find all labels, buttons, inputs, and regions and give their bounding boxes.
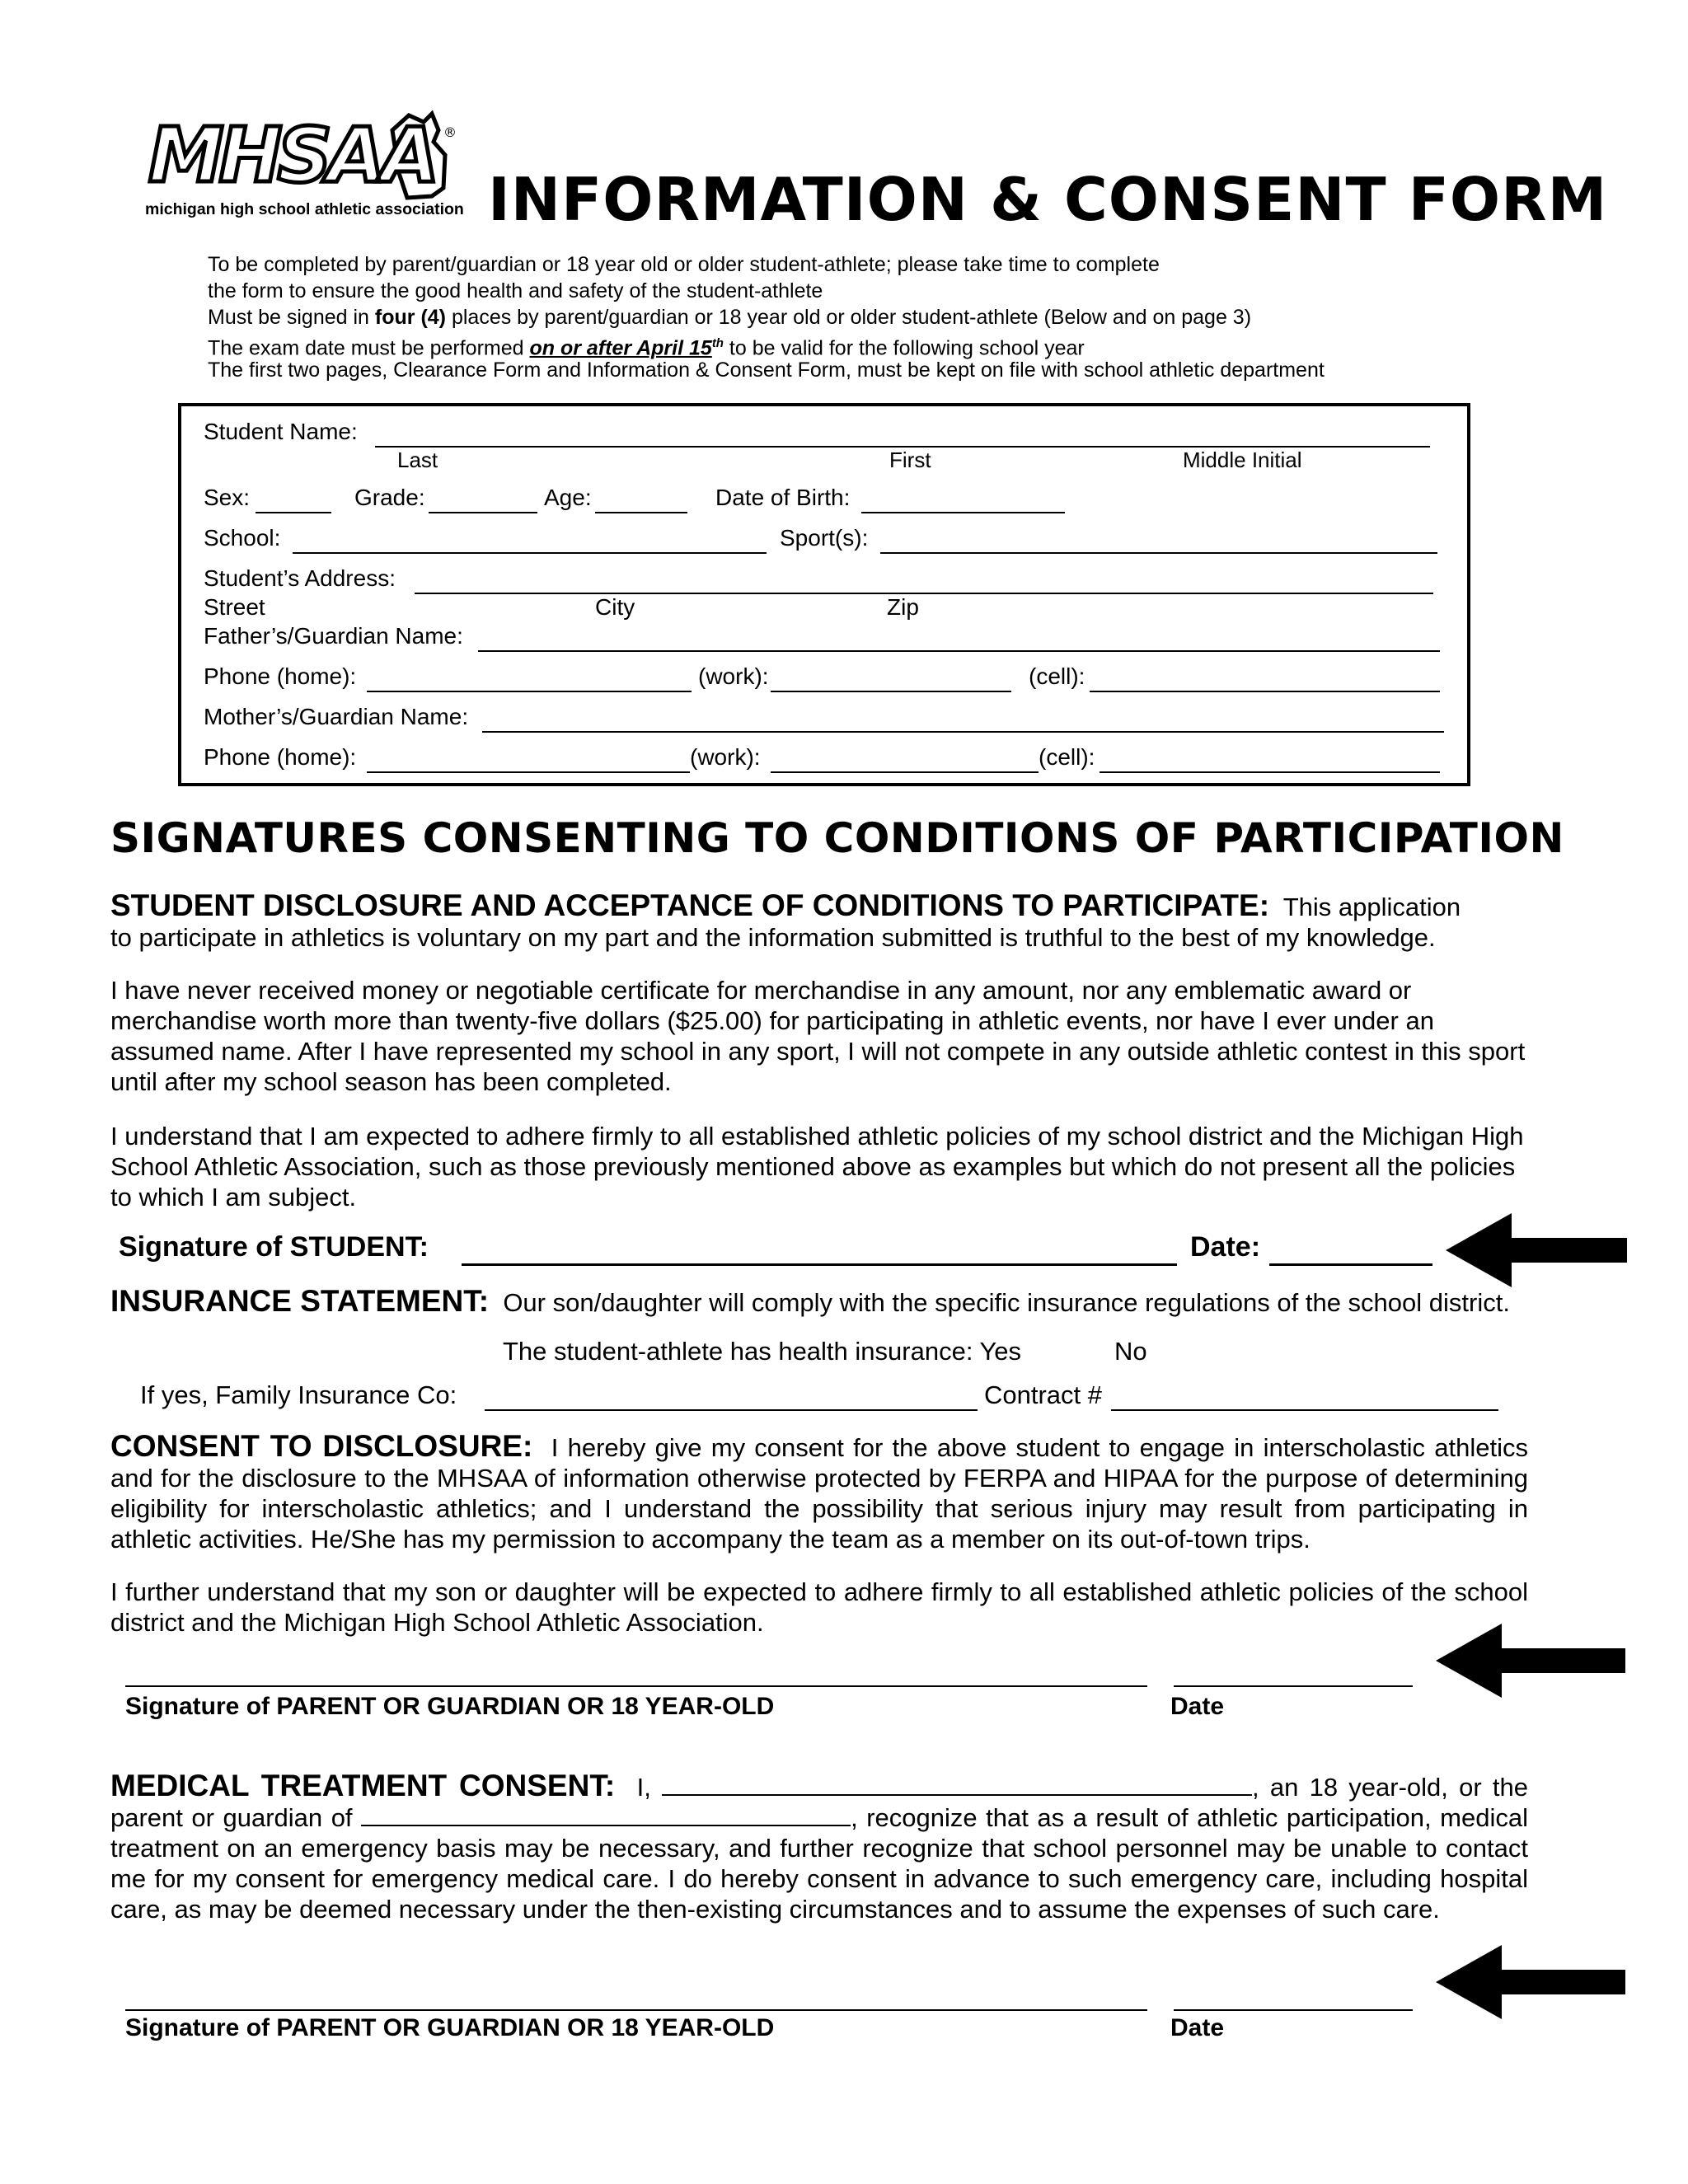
parent-signature-field-2[interactable] — [125, 2009, 1147, 2011]
address-field[interactable] — [415, 593, 1433, 594]
sign-here-arrow-icon — [1436, 1624, 1625, 1698]
sports-label: Sport(s): — [780, 525, 869, 551]
father-cell-label: (cell): — [1029, 663, 1085, 689]
father-field[interactable] — [478, 650, 1440, 652]
sex-field[interactable] — [256, 512, 331, 513]
school-label: School: — [204, 525, 281, 551]
parent-date-field-2[interactable] — [1174, 2009, 1413, 2011]
dob-field[interactable] — [861, 512, 1065, 513]
parent-date-label-2: Date — [1170, 2014, 1225, 2041]
sports-field[interactable] — [880, 552, 1437, 554]
medical-child-name-field[interactable] — [361, 1805, 851, 1826]
father-phone-home-field[interactable] — [367, 691, 692, 692]
medical-heading: MEDICAL TREATMENT CONSENT: — [110, 1769, 616, 1802]
father-label: Father’s/Guardian Name: — [204, 623, 463, 649]
student-signature-label: Signature of STUDENT: — [119, 1231, 429, 1263]
parent-date-label-1: Date — [1170, 1693, 1225, 1720]
logo-text: MHSAA — [148, 111, 435, 199]
student-signature-field[interactable] — [462, 1263, 1177, 1266]
student-name-label: Student Name: — [204, 419, 358, 444]
address-label: Student’s Address: — [204, 565, 396, 591]
family-insurance-label: If yes, Family Insurance Co: — [140, 1380, 457, 1409]
registered-mark: ® — [443, 124, 457, 140]
parent-date-field-1[interactable] — [1174, 1685, 1413, 1687]
school-field[interactable] — [293, 552, 767, 554]
instruction-line-3: Must be signed in four (4) places by parent/guardian or 18 year old or older student-athlete (Below and on page 3) — [208, 306, 1252, 329]
instruction-line-1: To be completed by parent/guardian or 18 year old or older student-athlete; please take time to complete — [208, 253, 1160, 276]
mother-field[interactable] — [482, 731, 1444, 733]
father-cell-field[interactable] — [1090, 691, 1440, 692]
contract-field[interactable] — [1111, 1409, 1498, 1411]
health-insurance-question: The student-athlete has health insurance: Yes — [503, 1337, 1022, 1366]
zip-label: Zip — [887, 594, 919, 620]
insurance-heading: INSURANCE STATEMENT: — [110, 1284, 490, 1318]
student-info-box — [178, 403, 1470, 786]
street-label: Street — [204, 594, 265, 620]
consent-disclosure-para: CONSENT TO DISCLOSURE: I hereby give my consent for the above student to engage in interscholastic athletics and for the disclosure to the MHSAA of information otherwise protected by FERPA and HIPAA for the purpose of determining eligibility for interscholastic athletics; and I understand the possibility that serious injury may result from participating in athletic activities. He/She has my permission to accompany the team as a member on its out-of-town trips. — [110, 1429, 1528, 1554]
mhsaa-logo — [145, 105, 475, 221]
consent-disclosure-heading: CONSENT TO DISCLOSURE: — [110, 1429, 533, 1463]
signatures-heading: SIGNATURES CONSENTING TO CONDITIONS OF PARTICIPATION — [110, 814, 1564, 862]
consent-disclosure-para-2: I further understand that my son or daughter will be expected to adhere firmly to all established athletic policies of the school district and the Michigan High School Athletic Association. — [110, 1577, 1528, 1637]
parent-signature-field-1[interactable] — [125, 1685, 1147, 1687]
age-label: Age: — [544, 485, 592, 510]
father-phone-home-label: Phone (home): — [204, 663, 357, 689]
instruction-line-5: The first two pages, Clearance Form and Information & Consent Form, must be kept on file with school athletic department — [208, 359, 1325, 382]
dob-label: Date of Birth: — [715, 485, 851, 510]
contract-label: Contract # — [984, 1380, 1103, 1409]
student-disclosure-para-2: I have never received money or negotiable certificate for merchandise in any amount, nor any emblematic award or merchandise worth more than twenty-five dollars ($25.00) for participating in athletic events, nor have I ever under an assumed name. After I have represented my school in any sport, I will not compete in any outside athletic contest in this sport until after my school season has been completed. — [110, 976, 1526, 1096]
mother-cell-field[interactable] — [1100, 771, 1440, 773]
father-work-label: (work): — [698, 663, 769, 689]
mother-phone-home-field[interactable] — [367, 771, 690, 773]
svg-text:® — [443, 124, 457, 140]
sign-here-arrow-icon — [1436, 1945, 1625, 2019]
mother-phone-home-label: Phone (home): — [204, 744, 357, 770]
mother-work-label: (work): — [690, 744, 761, 770]
parent-signature-label-1: Signature of PARENT OR GUARDIAN OR 18 YEAR-OLD — [125, 1693, 775, 1720]
student-disclosure-heading: STUDENT DISCLOSURE AND ACCEPTANCE OF CONDITIONS TO PARTICIPATE: — [110, 888, 1270, 922]
last-label: Last — [397, 448, 438, 472]
sex-label: Sex: — [204, 485, 251, 510]
logo-subtitle: michigan high school athletic association — [145, 200, 464, 218]
mother-work-field[interactable] — [771, 771, 1039, 773]
student-disclosure-intro: STUDENT DISCLOSURE AND ACCEPTANCE OF CONDITIONS TO PARTICIPATE: This application to participate in athletics is voluntary on my part and the information submitted is truthful to the best of my knowledge. — [110, 888, 1461, 952]
grade-field[interactable] — [429, 512, 537, 513]
form-title: INFORMATION & CONSENT FORM — [488, 165, 1608, 234]
student-date-field[interactable] — [1269, 1263, 1432, 1266]
city-label: City — [595, 594, 635, 620]
mother-cell-label: (cell): — [1039, 744, 1095, 770]
age-field[interactable] — [595, 512, 687, 513]
instruction-line-4: The exam date must be performed on or after April 15th to be valid for the following school year — [208, 336, 1085, 360]
middle-initial-label: Middle Initial — [1183, 448, 1302, 472]
family-insurance-field[interactable] — [485, 1409, 978, 1411]
mother-label: Mother’s/Guardian Name: — [204, 704, 469, 729]
student-date-label: Date: — [1190, 1231, 1261, 1263]
grade-label: Grade: — [354, 485, 425, 510]
sign-here-arrow-icon — [1446, 1213, 1635, 1287]
instruction-line-2: the form to ensure the good health and safety of the student-athlete — [208, 279, 823, 302]
student-disclosure-para-3: I understand that I am expected to adhere firmly to all established athletic policies of my school district and the Michigan High School Athletic Association, such as those previously mentioned above as examples but which do not present all the policies to which I am subject. — [110, 1122, 1524, 1212]
first-label: First — [889, 448, 931, 472]
medical-consent-para: MEDICAL TREATMENT CONSENT: I, , an 18 year-old, or the parent or guardian of , recognize that as a result of athletic participation, medical treatment on an emergency basis may be necessary, and further recognize that school personnel may be unable to contact me for my consent for emergency medical care. I do hereby consent in advance to such emergency care, including hospital care, as may be deemed necessary under the then-existing circumstances and to assume the expenses of such care. — [110, 1769, 1528, 1924]
father-work-field[interactable] — [771, 691, 1011, 692]
insurance-statement: INSURANCE STATEMENT: Our son/daughter will comply with the specific insurance regulations of the school district. — [110, 1284, 1510, 1318]
svg-text:michigan high school athletic — [145, 200, 464, 218]
medical-name-field[interactable] — [662, 1774, 1252, 1796]
health-insurance-no[interactable]: No — [1114, 1337, 1147, 1366]
parent-signature-label-2: Signature of PARENT OR GUARDIAN OR 18 YEAR-OLD — [125, 2014, 775, 2041]
svg-text:MHSAA — [148, 111, 434, 199]
